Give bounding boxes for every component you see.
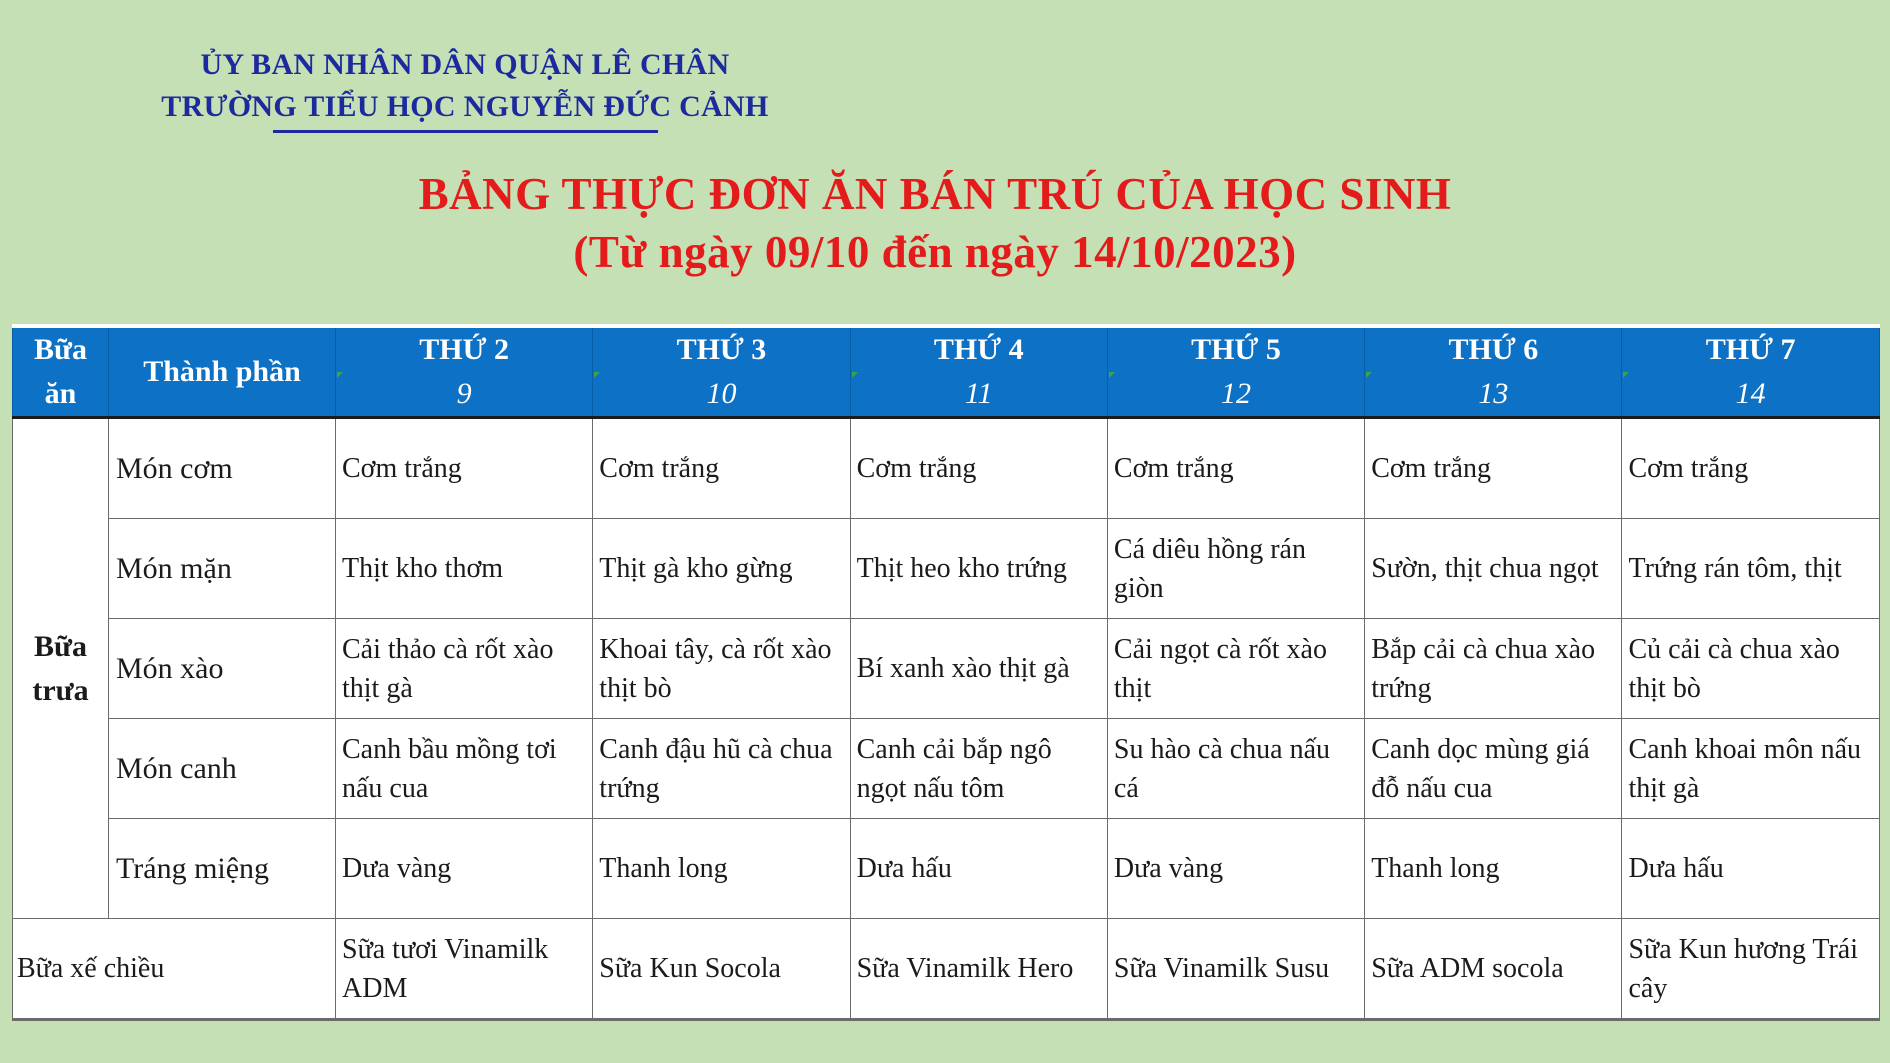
day-name: THỨ 4 <box>933 333 1024 366</box>
day-name: THỨ 2 <box>419 333 510 366</box>
dish-cell: Canh dọc mùng giá đỗ nấu cua <box>1365 719 1622 819</box>
dish-cell: Thịt kho thơm <box>336 519 593 619</box>
dish-cell: Cơm trắng <box>336 418 593 519</box>
dish-cell: Cơm trắng <box>1365 418 1622 519</box>
dish-cell: Cải ngọt cà rốt xào thịt <box>1107 619 1364 719</box>
component-cell: Tráng miệng <box>109 819 336 919</box>
cell-comment-marker <box>1623 372 1629 378</box>
district-name: ỦY BAN NHÂN DÂN QUẬN LÊ CHÂN <box>200 48 730 81</box>
cell-comment-marker <box>1366 372 1372 378</box>
dish-cell: Dưa hấu <box>1622 819 1879 919</box>
table-row <box>13 519 1880 619</box>
dish-cell: Thịt heo kho trứng <box>850 519 1107 619</box>
dish-cell: Trứng rán tôm, thịt <box>1622 519 1879 619</box>
component-cell: Món mặn <box>109 519 336 619</box>
snack-cell: Sữa ADM socola <box>1365 919 1622 1020</box>
meal-afternoon-snack: Bữa xế chiều <box>13 919 336 1020</box>
day-name: THỨ 5 <box>1191 333 1281 366</box>
col-header-day <box>336 326 593 418</box>
menu-title <box>0 165 1870 281</box>
dish-cell: Sườn, thịt chua ngọt <box>1365 519 1622 619</box>
dish-cell: Cá diêu hồng rán giòn <box>1107 519 1364 619</box>
day-date: 11 <box>964 377 993 410</box>
dish-cell: Củ cải cà chua xào thịt bò <box>1622 619 1879 719</box>
table-row <box>13 819 1880 919</box>
component-cell: Món canh <box>109 719 336 819</box>
dish-cell: Thanh long <box>593 819 850 919</box>
col-header-day <box>1365 326 1622 418</box>
dish-cell: Thịt gà kho gừng <box>593 519 850 619</box>
dish-cell: Cơm trắng <box>850 418 1107 519</box>
day-date: 14 <box>1735 377 1766 410</box>
day-date: 9 <box>456 377 472 410</box>
dish-cell: Dưa vàng <box>336 819 593 919</box>
meal-lunch: Bữa trưa <box>13 418 109 919</box>
table-row <box>13 919 1880 1020</box>
dish-cell: Dưa vàng <box>1107 819 1364 919</box>
menu-date-range: (Từ ngày 09/10 đến ngày 14/10/2023) <box>573 227 1297 277</box>
dish-cell: Canh đậu hũ cà chua trứng <box>593 719 850 819</box>
dish-cell: Canh bầu mồng tơi nấu cua <box>336 719 593 819</box>
day-name: THỨ 3 <box>676 333 767 366</box>
school-header <box>120 44 810 133</box>
cell-comment-marker <box>337 372 343 378</box>
col-header-day <box>850 326 1107 418</box>
component-cell: Món xào <box>109 619 336 719</box>
dish-cell: Canh khoai môn nấu thịt gà <box>1622 719 1879 819</box>
table-row <box>13 719 1880 819</box>
day-date: 10 <box>706 377 737 410</box>
day-name: THỨ 6 <box>1448 333 1539 366</box>
day-date: 12 <box>1221 377 1252 410</box>
component-cell: Món cơm <box>109 418 336 519</box>
day-name: THỨ 7 <box>1705 333 1796 366</box>
snack-cell: Sữa Kun hương Trái cây <box>1622 919 1879 1020</box>
col-header-meal: Bữa ăn <box>13 326 109 418</box>
dish-cell: Canh cải bắp ngô ngọt nấu tôm <box>850 719 1107 819</box>
snack-cell: Sữa Vinamilk Susu <box>1107 919 1364 1020</box>
cell-comment-marker <box>1109 372 1115 378</box>
dish-cell: Bắp cải cà chua xào trứng <box>1365 619 1622 719</box>
cell-comment-marker <box>852 372 858 378</box>
menu-title-main: BẢNG THỰC ĐƠN ĂN BÁN TRÚ CỦA HỌC SINH <box>418 169 1452 219</box>
dish-cell: Khoai tây, cà rốt xào thịt bò <box>593 619 850 719</box>
dish-cell: Cơm trắng <box>1107 418 1364 519</box>
col-header-day <box>1107 326 1364 418</box>
table-header-row <box>13 326 1880 418</box>
col-header-day <box>593 326 850 418</box>
menu-table <box>12 324 1880 1021</box>
dish-cell: Bí xanh xào thịt gà <box>850 619 1107 719</box>
table-row <box>13 619 1880 719</box>
cell-comment-marker <box>594 372 600 378</box>
col-header-day <box>1622 326 1879 418</box>
snack-cell: Sữa Kun Socola <box>593 919 850 1020</box>
dish-cell: Thanh long <box>1365 819 1622 919</box>
dish-cell: Dưa hấu <box>850 819 1107 919</box>
col-header-component: Thành phần <box>109 326 336 418</box>
dish-cell: Cải thảo cà rốt xào thịt gà <box>336 619 593 719</box>
snack-cell: Sữa tươi Vinamilk ADM <box>336 919 593 1020</box>
snack-cell: Sữa Vinamilk Hero <box>850 919 1107 1020</box>
school-name-underline <box>273 130 658 133</box>
dish-cell: Cơm trắng <box>1622 418 1879 519</box>
day-date: 13 <box>1478 377 1509 410</box>
dish-cell: Su hào cà chua nấu cá <box>1107 719 1364 819</box>
school-name: TRƯỜNG TIỂU HỌC NGUYỄN ĐỨC CẢNH <box>161 90 769 123</box>
table-row <box>13 418 1880 519</box>
dish-cell: Cơm trắng <box>593 418 850 519</box>
